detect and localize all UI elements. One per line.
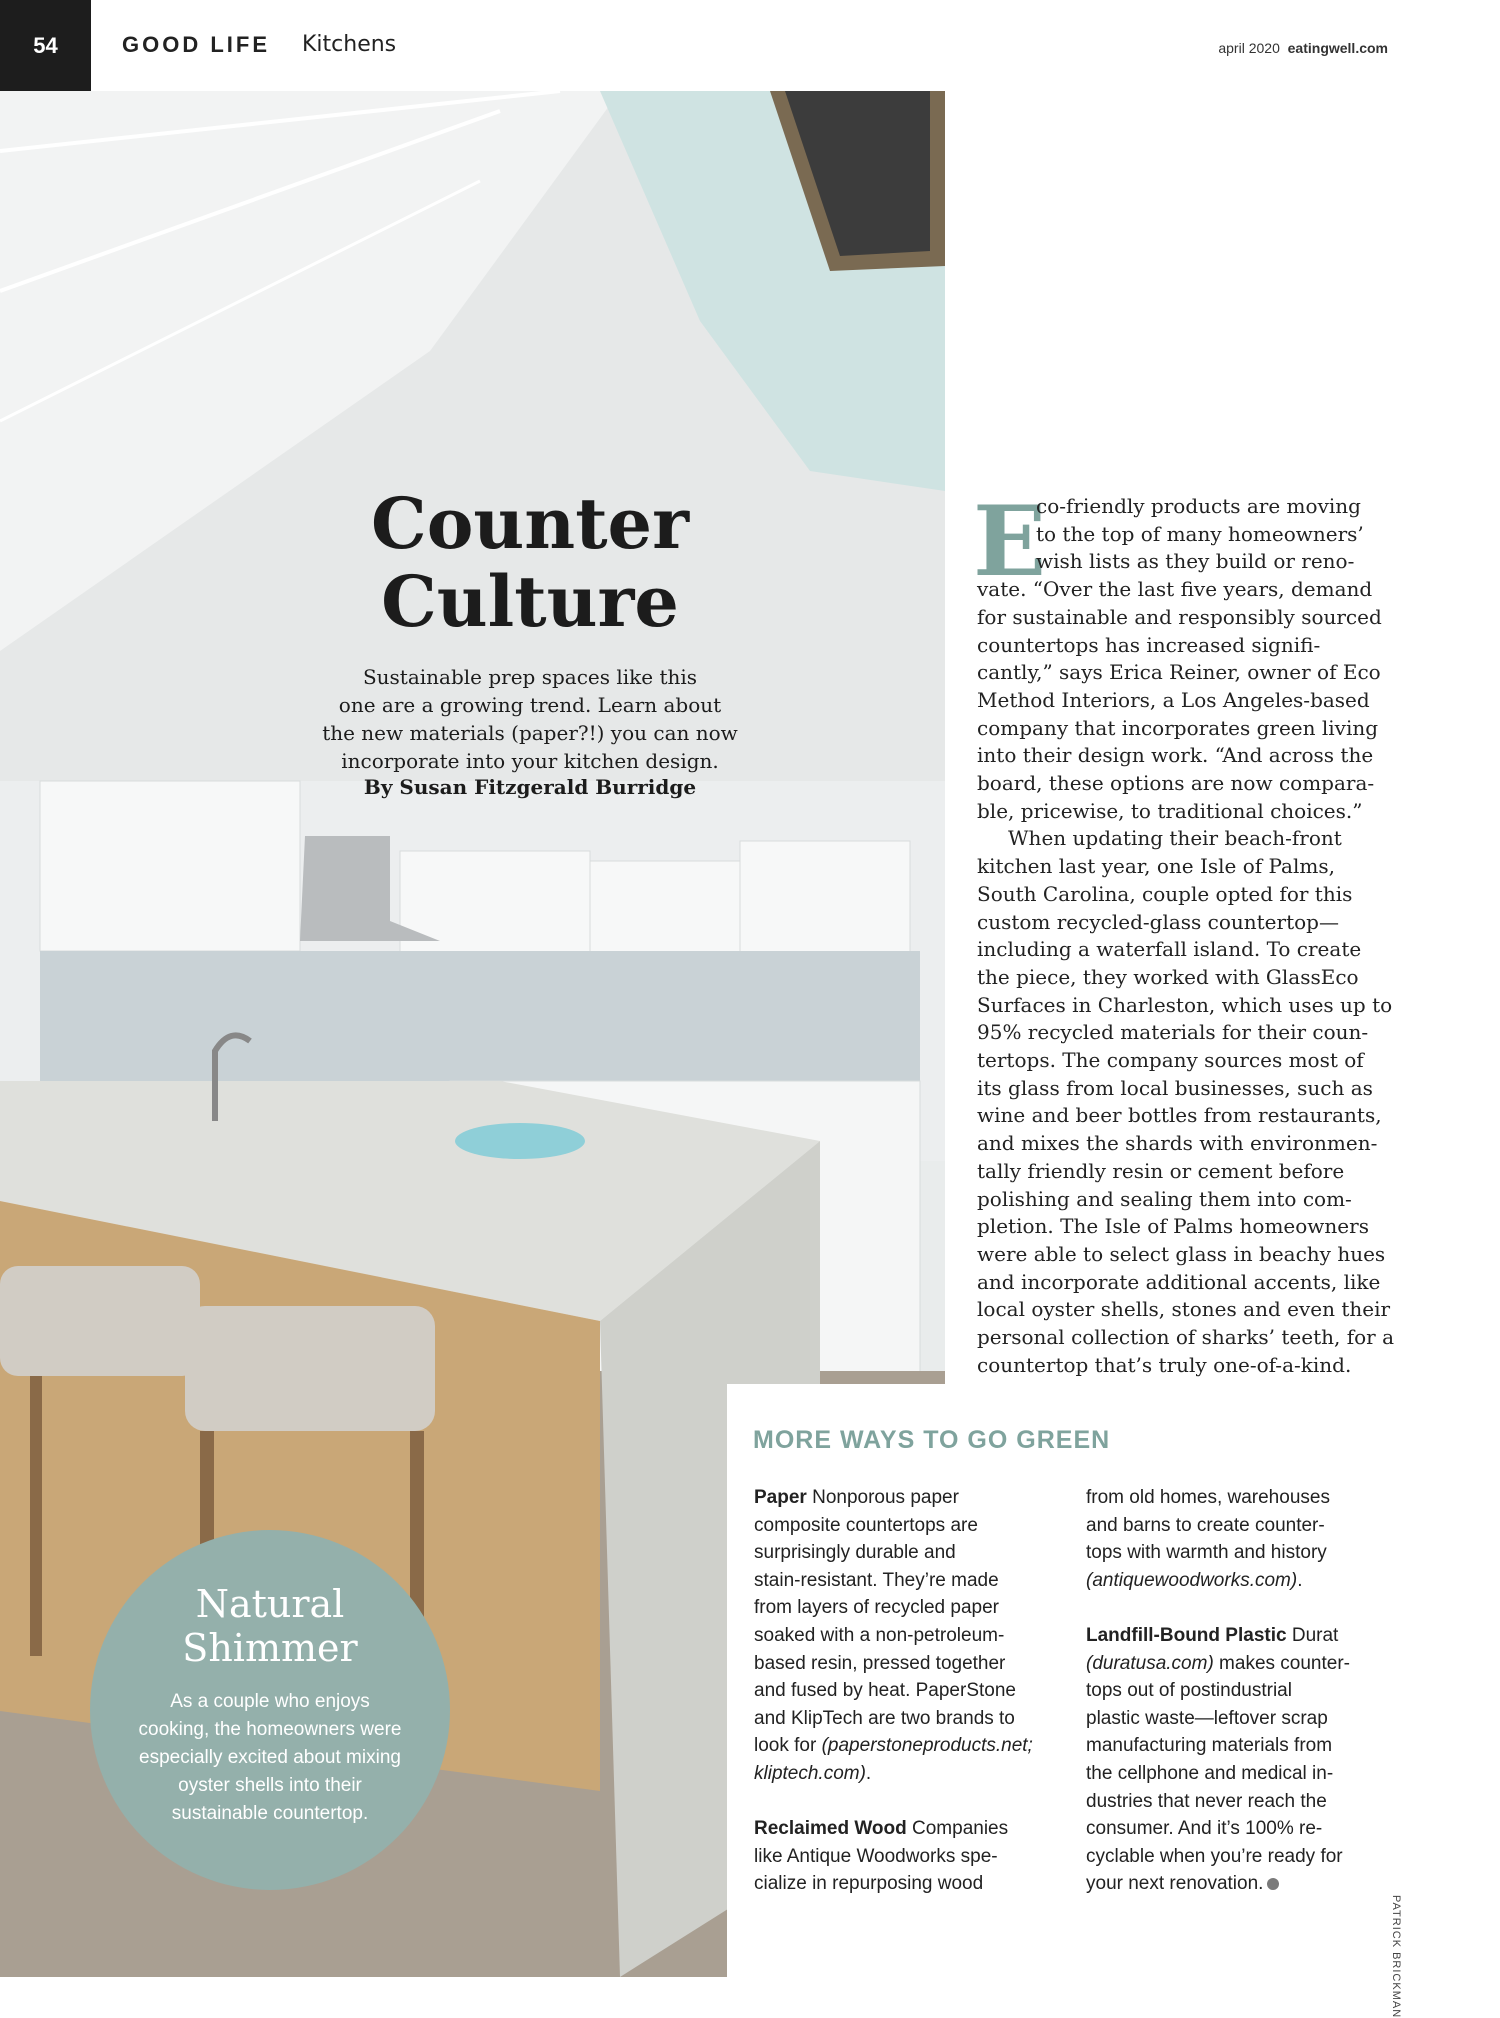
sidebar-subhead: Landfill-Bound Plastic <box>1086 1625 1287 1646</box>
sidebar-line <box>754 1512 978 1540</box>
body-line: including a waterfall island. To create <box>977 937 1362 962</box>
sidebar-line <box>1086 1567 1302 1595</box>
sidebar-line <box>1086 1788 1327 1816</box>
sidebar-text: dustries that never reach the <box>1086 1790 1327 1812</box>
body-line: Surfaces in Charleston, which uses up to <box>977 992 1393 1017</box>
sidebar-line <box>1086 1539 1327 1567</box>
article-title <box>280 482 780 643</box>
sidebar-line <box>1086 1760 1333 1788</box>
body-line: pletion. The Isle of Palms homeowners <box>977 1214 1369 1239</box>
section-label: GOOD LIFE <box>122 32 270 57</box>
issue-date: april 2020 <box>1218 40 1280 56</box>
sidebar-line <box>754 1870 983 1898</box>
sidebar-line <box>754 1594 999 1622</box>
sidebar-line <box>754 1677 1016 1705</box>
sidebar-line <box>1086 1677 1292 1705</box>
sidebar-line <box>1086 1870 1279 1898</box>
deck-line: the new materials (paper?!) you can now <box>322 721 738 745</box>
body-line: Method Interiors, a Los Angeles-based <box>977 687 1370 712</box>
sidebar-line <box>754 1539 956 1567</box>
body-line: the piece, they worked with GlassEco <box>977 964 1359 989</box>
callout-title-line-1: Natural <box>195 1582 345 1626</box>
apple-icon <box>1267 1878 1279 1890</box>
callout-line: cooking, the homeowners were <box>138 1719 402 1740</box>
sidebar-panel <box>727 1384 1500 1977</box>
subsection-label: Kitchens <box>302 32 397 57</box>
sidebar-text: Nonporous paper <box>806 1487 959 1508</box>
sidebar-line <box>754 1732 1033 1760</box>
sidebar-text: tops with warmth and history <box>1086 1542 1327 1564</box>
sidebar-heading: MORE WAYS TO GO GREEN <box>753 1426 1111 1454</box>
sidebar-line <box>754 1815 1008 1843</box>
callout-title-line-2: Shimmer <box>182 1626 358 1670</box>
sidebar-text: stain-resistant. They’re made <box>754 1569 999 1591</box>
sidebar-text: from layers of recycled paper <box>754 1597 999 1619</box>
sidebar-line <box>1086 1484 1330 1512</box>
callout-line: sustainable countertop. <box>171 1803 369 1824</box>
callout-line: As a couple who enjoys <box>170 1691 370 1712</box>
body-line: personal collection of sharks’ teeth, for a <box>977 1325 1395 1349</box>
callout-circle <box>90 1530 450 1890</box>
sidebar-text: composite countertops are <box>754 1514 978 1536</box>
sidebar-subhead: Paper <box>754 1487 807 1508</box>
body-line: tally friendly resin or cement before <box>977 1158 1345 1183</box>
sidebar-line <box>1086 1650 1350 1678</box>
sidebar-text: based resin, pressed together <box>754 1652 1006 1674</box>
callout-line: oyster shells into their <box>178 1775 362 1796</box>
body-line: co-friendly products are moving <box>1036 494 1361 518</box>
sidebar-text: Durat <box>1286 1625 1339 1646</box>
sidebar-line <box>1086 1732 1332 1760</box>
body-line: wine and beer bottles from restaurants, <box>977 1103 1382 1128</box>
sidebar-text: plastic waste—leftover scrap <box>1086 1707 1328 1729</box>
sidebar-text: makes counter- <box>1213 1652 1351 1674</box>
sidebar-text: . <box>1297 1569 1303 1591</box>
title-line-2: Culture <box>381 560 679 643</box>
body-line: kitchen last year, one Isle of Palms, <box>977 854 1335 879</box>
body-line: company that incorporates green living <box>977 715 1379 740</box>
sidebar-line <box>754 1484 959 1512</box>
sidebar-url: (antiquewoodworks.com) <box>1086 1569 1298 1591</box>
body-line: tertops. The company sources most of <box>977 1048 1364 1072</box>
sidebar-line <box>754 1622 1004 1650</box>
body-line: cantly,” says Erica Reiner, owner of Eco <box>977 660 1381 685</box>
issue-info <box>1218 40 1388 56</box>
body-line: 95% recycled materials for their coun- <box>977 1020 1369 1045</box>
page-number: 54 <box>0 0 91 91</box>
body-line: to the top of many homeowners’ <box>1036 521 1364 546</box>
sidebar-text: cyclable when you’re ready for <box>1086 1845 1343 1867</box>
body-line: and mixes the shards with environmen- <box>977 1131 1378 1156</box>
sidebar-text: cialize in repurposing wood <box>754 1873 984 1895</box>
sidebar-text: manufacturing materials from <box>1086 1735 1333 1757</box>
sidebar-line <box>754 1843 998 1871</box>
sidebar-line <box>754 1567 999 1595</box>
article-deck <box>280 663 780 775</box>
body-line: ble, pricewise, to traditional choices.” <box>977 798 1363 823</box>
sidebar-url: (paperstoneproducts.net; <box>821 1735 1033 1757</box>
sidebar-text: and KlipTech are two brands to <box>754 1707 1015 1729</box>
sidebar-text: and fused by heat. PaperStone <box>754 1680 1016 1702</box>
body-line: countertop that’s truly one-of-a-kind. <box>977 1352 1352 1377</box>
deck-line: one are a growing trend. Learn about <box>338 693 722 717</box>
sidebar-text: . <box>865 1763 872 1784</box>
body-line: board, these options are now compara- <box>977 771 1375 795</box>
sidebar-line <box>754 1705 1015 1733</box>
sidebar-text: consumer. And it’s 100% re- <box>1086 1818 1323 1840</box>
body-line: into their design work. “And across the <box>977 743 1374 768</box>
callout-body <box>120 1688 420 1828</box>
sidebar-url: kliptech.com) <box>754 1763 866 1784</box>
sidebar-text: and barns to create counter- <box>1086 1514 1325 1536</box>
sidebar-text: Companies <box>906 1818 1009 1840</box>
deck-line: incorporate into your kitchen design. <box>341 749 719 773</box>
body-line: South Carolina, couple opted for this <box>977 881 1353 906</box>
sidebar-line <box>754 1760 871 1788</box>
sidebar-line <box>1086 1815 1322 1843</box>
sidebar-text: from old homes, warehouses <box>1086 1487 1330 1508</box>
body-line: wish lists as they build or reno- <box>1036 549 1355 574</box>
body-line: for sustainable and responsibly sourced <box>977 604 1382 629</box>
sidebar-text: the cellphone and medical in- <box>1086 1763 1334 1784</box>
deck-line: Sustainable prep spaces like this <box>362 665 698 689</box>
site-url: eatingwell.com <box>1287 40 1388 56</box>
body-line: polishing and sealing them into com- <box>977 1186 1352 1211</box>
photo-credit: PATRICK BRICKMAN <box>1390 1895 1402 2018</box>
body-line: local oyster shells, stones and even their <box>977 1297 1391 1322</box>
sidebar-line <box>1086 1512 1325 1540</box>
sidebar-line <box>754 1650 1005 1678</box>
title-line-1: Counter <box>371 482 689 565</box>
callout-title <box>90 1582 450 1670</box>
sidebar-text: tops out of postindustrial <box>1086 1680 1292 1702</box>
body-line: custom recycled-glass countertop— <box>977 909 1339 934</box>
sidebar-text: your next renovation. <box>1086 1873 1264 1895</box>
body-line: vate. “Over the last five years, demand <box>977 577 1373 602</box>
sidebar-url: (duratusa.com) <box>1086 1652 1214 1674</box>
body-line: its glass from local businesses, such as <box>977 1075 1373 1100</box>
callout-line: especially excited about mixing <box>139 1747 401 1768</box>
body-line: and incorporate additional accents, like <box>977 1269 1381 1294</box>
body-line: were able to select glass in beachy hues <box>977 1241 1386 1266</box>
byline: By Susan Fitzgerald Burridge <box>363 775 697 799</box>
sidebar-text: like Antique Woodworks spe- <box>754 1845 998 1867</box>
sidebar-line <box>1086 1705 1328 1733</box>
sidebar-subhead: Reclaimed Wood <box>754 1818 907 1840</box>
body-line: countertops has increased signifi- <box>977 632 1321 657</box>
drop-cap: E <box>973 485 1047 598</box>
sidebar-text: look for <box>754 1735 822 1757</box>
sidebar-line <box>1086 1622 1338 1650</box>
body-line: When updating their beach-front <box>1008 826 1342 851</box>
sidebar-text: surprisingly durable and <box>754 1542 956 1564</box>
sidebar-line <box>1086 1843 1343 1871</box>
sidebar-text: soaked with a non-petroleum- <box>754 1625 1005 1646</box>
